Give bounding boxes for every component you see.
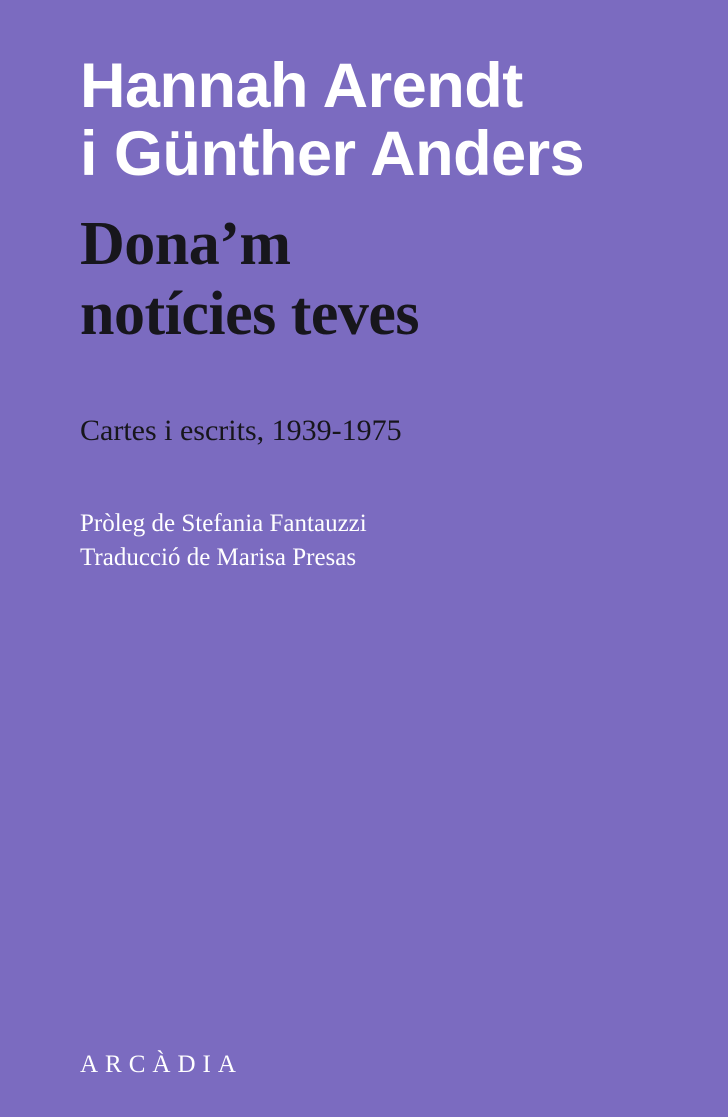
cover-text-block — [80, 52, 672, 576]
author-line-2: i Günther Anders — [80, 119, 585, 190]
title-line-1: Dona’m — [80, 210, 291, 279]
publisher-logo: ARCÀDIA — [80, 1051, 243, 1078]
translation-credit: Traducció de Marisa Presas — [80, 544, 357, 572]
book-title — [80, 210, 672, 349]
credits-block — [80, 507, 672, 576]
authors-heading — [80, 52, 672, 188]
title-line-2: notícies teves — [80, 279, 420, 348]
book-subtitle: Cartes i escrits, 1939-1975 — [80, 413, 402, 447]
prologue-credit: Pròleg de Stefania Fantauzzi — [80, 509, 367, 537]
author-line-1: Hannah Arendt — [80, 51, 523, 121]
